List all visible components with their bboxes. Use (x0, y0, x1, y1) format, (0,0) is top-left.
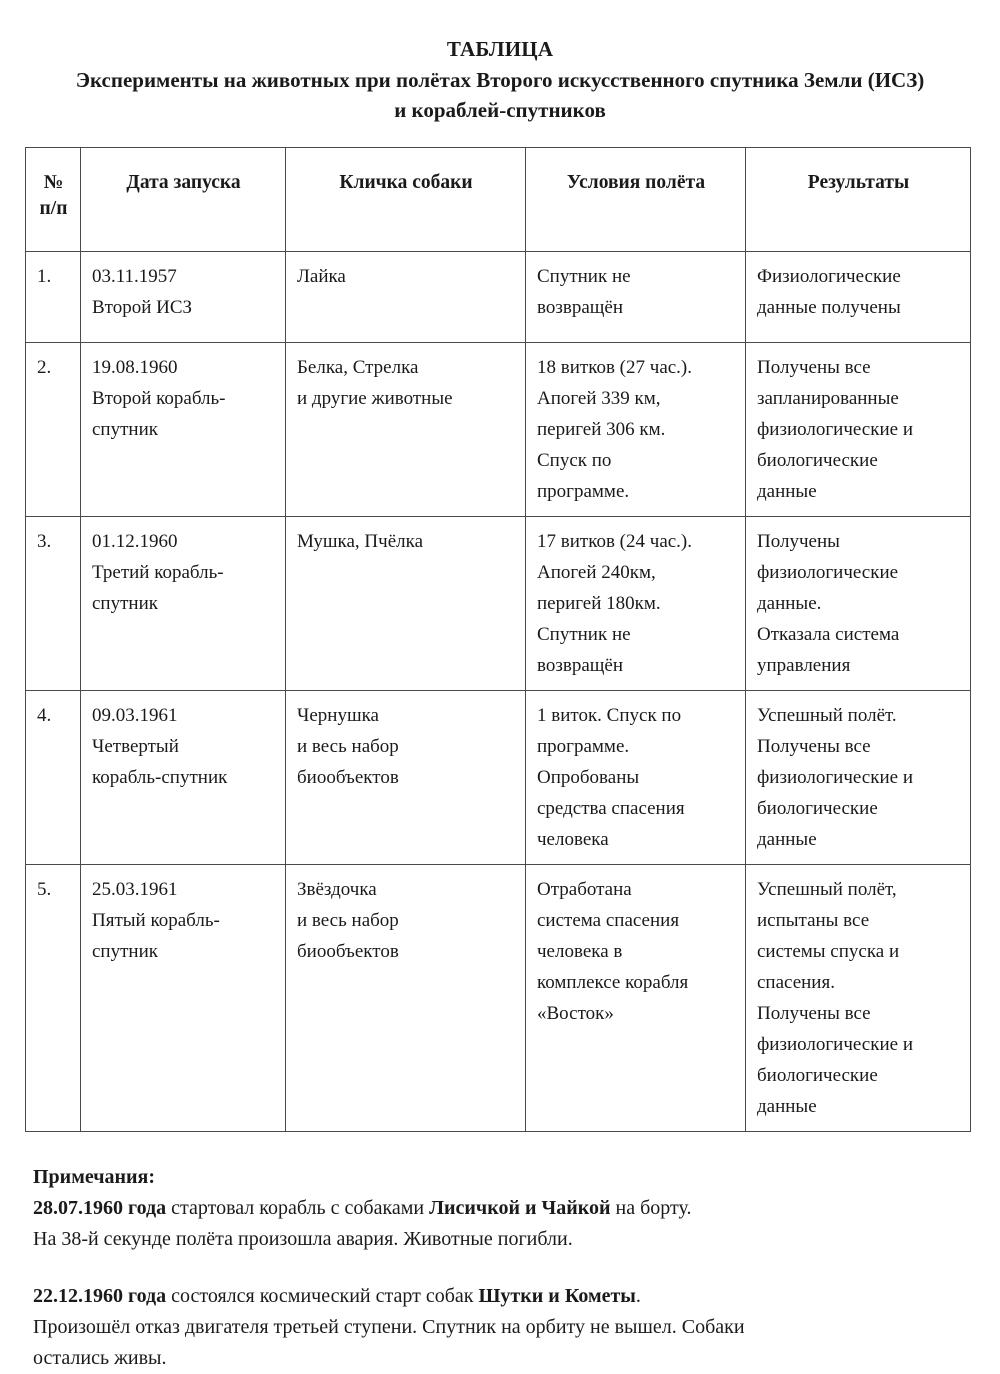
column-header-date: Дата запуска (81, 148, 286, 252)
experiments-table (25, 147, 971, 1132)
cell-text-line: 09.03.1961 (92, 705, 178, 726)
cell-text-line: Пятый корабль- (92, 910, 220, 931)
cell-text-line: программе. (537, 481, 630, 502)
note-text-line (33, 1193, 970, 1224)
cell-text-line: биологические (757, 798, 878, 819)
cell-text-line: физиологические и (757, 1034, 913, 1055)
note-text: на борту. (610, 1197, 692, 1219)
cell-text-line: данные (757, 481, 817, 502)
column-header-number (26, 148, 81, 252)
note-text: На 38-й секунде полёта произошла авария. Животные погибли. (33, 1228, 573, 1250)
note-emphasis: Шутки и Кометы (478, 1285, 636, 1307)
cell-number: 5. (26, 865, 81, 1132)
cell-text-line: Спутник не (537, 624, 631, 645)
cell-text-line: Успешный полёт, (757, 879, 897, 900)
note-text-line (33, 1224, 970, 1255)
cell-flight-conditions (526, 343, 746, 517)
cell-results (746, 865, 971, 1132)
cell-text-line: Спутник не (537, 266, 631, 287)
cell-text-line: Звёздочка (297, 879, 377, 900)
cell-text-line: и весь набор (297, 910, 399, 931)
note-emphasis: Лисичкой и Чайкой (429, 1197, 611, 1219)
note-text: состоялся космический старт собак (166, 1285, 479, 1307)
table-row (26, 691, 971, 865)
cell-text-line: человека (537, 829, 609, 850)
cell-text-line: Успешный полёт. (757, 705, 897, 726)
cell-text-line: Мушка, Пчёлка (297, 531, 423, 552)
cell-text-line: Апогей 240км, (537, 562, 656, 583)
column-header-dog-name: Кличка собаки (286, 148, 526, 252)
table-row (26, 517, 971, 691)
table-row (26, 343, 971, 517)
page-subtitle: Эксперименты на животных при полётах Второго искусственного спутника Земли (ИСЗ) и кораблей-спутников (75, 68, 925, 122)
cell-text-line: возвращён (537, 655, 623, 676)
cell-text-line: Чернушка (297, 705, 379, 726)
cell-text-line: спутник (92, 593, 158, 614)
cell-text-line: 1 виток. Спуск по (537, 705, 682, 726)
page-title: ТАБЛИЦА (446, 37, 554, 61)
cell-text-line: Белка, Стрелка (297, 357, 419, 378)
note-emphasis: 22.12.1960 года (33, 1285, 167, 1307)
cell-text-line: комплексе корабля (537, 972, 689, 993)
table-row (26, 252, 971, 343)
cell-text-line: физиологические (757, 562, 899, 583)
cell-text-line: испытаны все (757, 910, 870, 931)
cell-text-line: данные. (757, 593, 822, 614)
cell-text-line: системы спуска и (757, 941, 900, 962)
cell-text-line: Второй корабль- (92, 388, 226, 409)
cell-text-line: перигей 180км. (537, 593, 661, 614)
note-text-line (33, 1281, 970, 1312)
table-header (26, 148, 971, 252)
cell-dog-name (286, 252, 526, 343)
cell-results (746, 517, 971, 691)
cell-text-line: 17 витков (24 час.). (537, 531, 693, 552)
cell-date (81, 343, 286, 517)
cell-text-line: физиологические и (757, 767, 913, 788)
note-text-line (33, 1343, 970, 1374)
cell-text-line: средства спасения (537, 798, 685, 819)
title-block (0, 0, 1000, 125)
cell-date (81, 865, 286, 1132)
cell-text-line: и другие животные (297, 388, 453, 409)
cell-text-line: данные (757, 829, 817, 850)
cell-text-line: корабль-спутник (92, 767, 228, 788)
cell-flight-conditions (526, 691, 746, 865)
cell-text-line: Апогей 339 км, (537, 388, 661, 409)
cell-text-line: человека в (537, 941, 623, 962)
cell-text-line: Получены (757, 531, 840, 552)
cell-text-line: Получены все (757, 1003, 871, 1024)
cell-text-line: программе. (537, 736, 630, 757)
cell-number: 2. (26, 343, 81, 517)
cell-text-line: возвращён (537, 297, 623, 318)
note-emphasis: 28.07.1960 года (33, 1197, 167, 1219)
cell-text-line: 25.03.1961 (92, 879, 178, 900)
cell-text-line: 03.11.1957 (92, 266, 177, 287)
cell-text-line: Лайка (297, 266, 346, 287)
cell-text-line: Третий корабль- (92, 562, 224, 583)
cell-text-line: 18 витков (27 час.). (537, 357, 693, 378)
cell-text-line: Опробованы (537, 767, 640, 788)
column-header-flight-conditions: Условия полёта (526, 148, 746, 252)
cell-text-line: физиологические и (757, 419, 913, 440)
cell-date (81, 252, 286, 343)
table-container (25, 147, 970, 1132)
cell-text-line: система спасения (537, 910, 680, 931)
cell-text-line: Спуск по (537, 450, 612, 471)
cell-dog-name (286, 865, 526, 1132)
cell-results (746, 691, 971, 865)
cell-text-line: биообъектов (297, 941, 399, 962)
note-paragraph (33, 1281, 970, 1374)
cell-text-line: Четвертый (92, 736, 179, 757)
cell-number: 4. (26, 691, 81, 865)
cell-dog-name (286, 691, 526, 865)
notes-section (33, 1162, 970, 1374)
cell-text-line: «Восток» (537, 1003, 614, 1024)
cell-text-line: Отказала система (757, 624, 900, 645)
cell-text-line: Получены все (757, 736, 871, 757)
cell-flight-conditions (526, 252, 746, 343)
cell-text-line: и весь набор (297, 736, 399, 757)
column-header-number-line1: № (43, 172, 64, 193)
table-row (26, 865, 971, 1132)
cell-dog-name (286, 517, 526, 691)
cell-results (746, 343, 971, 517)
cell-text-line: спутник (92, 941, 158, 962)
cell-number: 1. (26, 252, 81, 343)
cell-date (81, 691, 286, 865)
cell-dog-name (286, 343, 526, 517)
column-header-results: Результаты (746, 148, 971, 252)
note-text-line (33, 1312, 970, 1343)
cell-text-line: 19.08.1960 (92, 357, 178, 378)
cell-date (81, 517, 286, 691)
note-text: Произошёл отказ двигателя третьей ступени. Спутник на орбиту не вышел. Собаки (33, 1316, 745, 1338)
cell-text-line: Отработана (537, 879, 632, 900)
cell-text-line: Второй ИСЗ (92, 297, 193, 318)
cell-text-line: управления (757, 655, 851, 676)
cell-text-line: Физиологические (757, 266, 901, 287)
cell-text-line: биологические (757, 1065, 878, 1086)
cell-text-line: спасения. (757, 972, 835, 993)
note-text: . (635, 1285, 641, 1307)
note-text: стартовал корабль с собаками (166, 1197, 430, 1219)
cell-text-line: перигей 306 км. (537, 419, 666, 440)
note-paragraph (33, 1193, 970, 1255)
cell-number: 3. (26, 517, 81, 691)
cell-text-line: данные (757, 1096, 817, 1117)
cell-text-line: биообъектов (297, 767, 399, 788)
cell-text-line: 01.12.1960 (92, 531, 178, 552)
table-header-row (26, 148, 971, 252)
cell-flight-conditions (526, 865, 746, 1132)
table-body (26, 252, 971, 1132)
note-text: остались живы. (33, 1347, 167, 1369)
cell-text-line: биологические (757, 450, 878, 471)
cell-text-line: запланированные (757, 388, 899, 409)
notes-heading: Примечания: (33, 1166, 156, 1188)
cell-flight-conditions (526, 517, 746, 691)
cell-text-line: спутник (92, 419, 158, 440)
column-header-number-line2: п/п (39, 198, 68, 219)
cell-results (746, 252, 971, 343)
cell-text-line: Получены все (757, 357, 871, 378)
cell-text-line: данные получены (757, 297, 901, 318)
